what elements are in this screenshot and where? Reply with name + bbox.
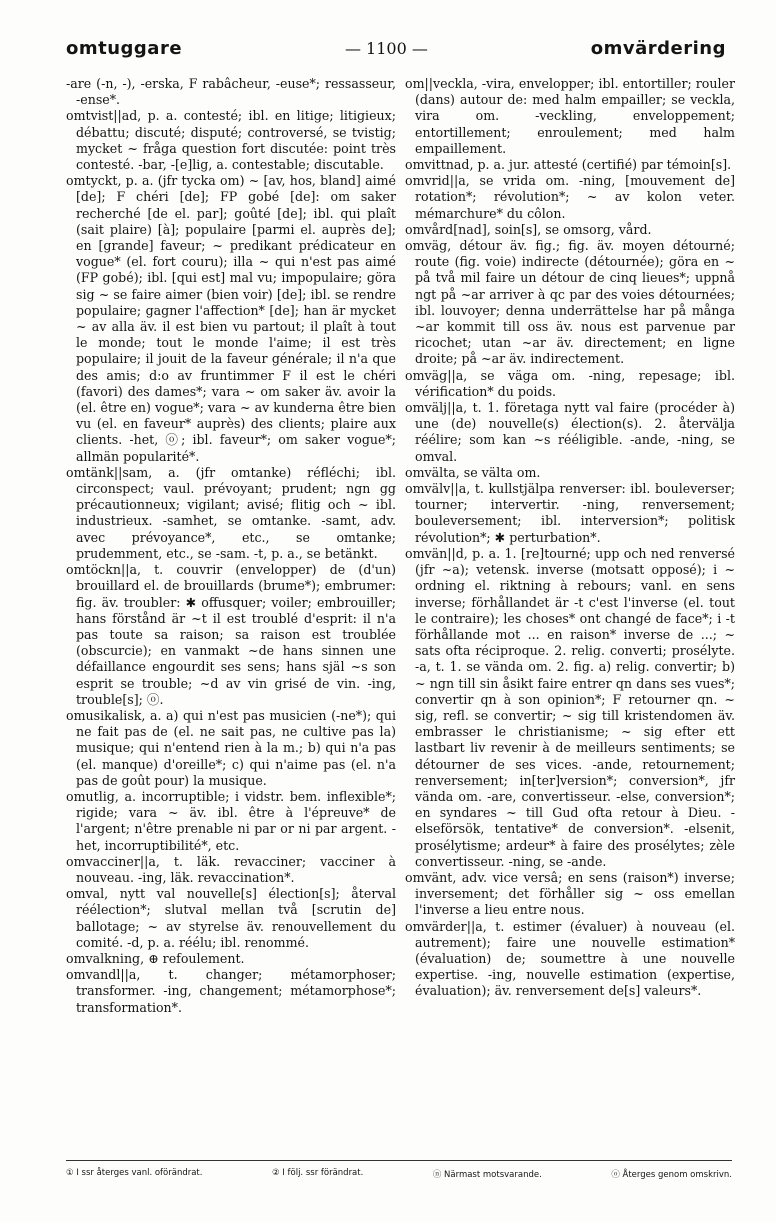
entry: omväg, détour äv. fig.; fig. äv. moyen détourné; route (fig. voie) indirecte (détournée); göra en ~ på två mil faire un détour de cinq lieues*; uppnå ngt på ~ar arriver à qc par des voies détournées; ibl. louvoyer; denna underrättelse har på många ~ar kommit till oss äv. nous est parvenue par ricochet; utan ~ar äv. directement; en ligne droite; på ~ar äv. indirectement. (405, 238, 735, 367)
right-guide-word: omvärdering (590, 38, 726, 59)
entry: omvän||d, p. a. 1. [re]tourné; upp och ned renversé (jfr ~a); vetensk. inverse (motsatt opposé); i ~ ordning el. riktning à rebours; vanl. en sens inverse; förhållandet är -t c'est l'inverse (el. tout le contraire); les choses* ont changé de face*; i -t förhållande mot ... en raison* inverse de ...; ~ sats ofta réciproque. 2. relig. converti; prosélyte. -a, t. 1. se vända om. 2. fig. a) relig. convertir; b) ~ ngn till sin åsikt faire entrer qn dans ses vues*; convertir qn à son opinion*; F retourner qn. ~ sig, refl. se convertir; ~ sig till kristendomen äv. embrasser le christianisme; ~ sig efter ett lastbart liv revenir à de meilleurs sentiments; se détourner de ses vices. -ande, retournement; renversement; in[ter]version*; conversion*, jfr vända om. -are, convertisseur. -else, conversion*; en syndares ~ till Gud ofta retour à Dieu. -elseförsök, tentative* de conversion*. -elsenit, prosélytisme; ardeur* à faire des prosélytes; zèle convertisseur. -ning, se -ande. (405, 545, 735, 869)
entry: omvandl||a, t. changer; métamorphoser; transformer. -ing, changement; métamorphose*; transformation*. (66, 967, 396, 1015)
footnote-1: ① I ssr återges vanl. oförändrat. (66, 1168, 203, 1178)
entry: -are (-n, -), -erska, F rabâcheur, -euse*; ressasseur, -ense*. (66, 76, 396, 108)
entry: omvård[nad], soin[s], se omsorg, vård. (405, 221, 652, 237)
footnote-legend (66, 1168, 732, 1180)
entry: omvälj||a, t. 1. företaga nytt val faire (procéder à) une (de) nouvelle(s) élection(s). 2. återvälja réélire; som kan ~s rééligible. -ande, -ning, se omval. (405, 400, 735, 464)
entry: omvalkning, ⊕ refoulement. (66, 950, 245, 966)
entry: om||veckla, -vira, envelopper; ibl. entortiller; rouler (dans) autour de: med halm empailler; se veckla, vira om. -veckling, enveloppement; entortillement; enroulement; med halm empaillement. (405, 76, 735, 156)
entry: omutlig, a. incorruptible; i vidstr. bem. inflexible*; rigide; vara ~ äv. ibl. être à l'épreuve* de l'argent; n'être prenable ni par or ni par argent. -het, incorruptibilité*, etc. (66, 788, 396, 853)
entry: omval, nytt val nouvelle[s] élection[s]; återval réélection*; slutval mellan två [scrutin de] ballotage; ~ av styrelse äv. renouvellement du comité. -d, p. a. réélu; ibl. renommé. (66, 886, 396, 950)
entry: omvittnad, p. a. jur. attesté (certifié) par témoin[s]. (405, 157, 732, 173)
entry: omvälv||a, t. kullstjälpa renverser: ibl. bouleverser; tourner; intervertir. -ning, renversement; bouleversement; ibl. interversion*; politisk révolution*; ✱ perturbation*. (405, 481, 735, 545)
entry: omtvist||ad, p. a. contesté; ibl. en litige; litigieux; débattu; discuté; disputé; controversé, se tvistig; mycket ~ fråga question fort discutée: point très contesté. -bar, -[e]lig, a. contestable; discutable. (66, 108, 396, 173)
footnote-rule (66, 1160, 732, 1161)
page-number: — 1100 — (344, 39, 428, 58)
entry: omtyckt, p. a. (jfr tycka om) ~ [av, hos, bland] aimé [de]; F chéri [de]; FP gobé [de]: om saker recherché [de el. par]; goûté [de]; ibl. qui plaît (sait plaire) [à]; populaire [parmi el. auprès de]; en [grande] faveur; ~ predikant prédicateur en vogue* (el. fort couru); illa ~ qui n'est pas aimé (FP gobé); ibl. [qui est] mal vu; impopulaire; göra sig ~ se faire aimer (bien voir) [de]; ibl. se rendre populaire; gagner l'affection* [de]; han är mycket ~ av alla äv. il est bien vu partout; il plaît à tout le monde; tout le monde l'aime; il est très populaire; il jouit de la faveur générale; il n'a que des amis; d:o av fruntimmer F il est le chéri (favori) des dames*; vara ~ om saker äv. avoir la (el. être en) vogue*; vara ~ av kunderna être bien vu (el. en faveur* auprès) des clients; plaire aux clients. -het, ⓞ; ibl. faveur*; om saker vogue*; allmän popularité*. (66, 173, 396, 464)
left-guide-word: omtuggare (66, 38, 183, 59)
entry: omvänt, adv. vice versâ; en sens (raison*) inverse; inversement; det förhåller sig ~ oss emellan l'inverse a lieu entre nous. (405, 869, 735, 918)
page-header (66, 38, 726, 66)
entry: omtöckn||a, t. couvrir (envelopper) de (d'un) brouillard el. de brouillards (brume*); embrumer: fig. äv. troubler: ✱ offusquer; voiler; embrouiller; hans förstånd är ~t il est troublé d'esprit: il n'a pas toute sa raison; sa raison est troublée (obscurcie); en vanmakt ~de hans sinnen une défaillance engourdit ses sens; hans själ ~s son esprit se trouble; ~d av vin grisé de vin. -ing, trouble[s]; ⓞ. (66, 562, 396, 707)
entry: omvälta, se välta om. (405, 464, 541, 480)
left-column (66, 76, 396, 1016)
entry: omvärder||a, t. estimer (évaluer) à nouveau (el. autrement); faire une nouvelle estimation* (évaluation) de; soumettre à une nouvelle expertise. -ing, nouvelle estimation (expertise, évaluation); äv. renversement de[s] valeurs*. (405, 918, 735, 999)
entry: omtänk||sam, a. (jfr omtanke) réfléchi; ibl. circonspect; vaul. prévoyant; prudent; ngn gg précautionneux; vigilant; avisé; flitig och ~ ibl. industrieux. -samhet, se omtanke. -samt, adv. avec prévoyance*, etc., se omtanke; prudemment, etc., se -sam. -t, p. a., se betänkt. (66, 464, 396, 561)
entry: omvacciner||a, t. läk. revacciner; vacciner à nouveau. -ing, läk. revaccination*. (66, 853, 396, 885)
entry: omusikalisk, a. a) qui n'est pas musicien (-ne*); qui ne fait pas de (el. ne sait pas, ne cultive pas la) musique; qui n'entend rien à la m.; b) qui n'a pas (el. manque) d'oreille*; c) qui n'aime pas (el. n'a pas de goût pour) la musique. (66, 707, 396, 788)
footnote-3: ⓝ Närmast motsvarande. (432, 1170, 542, 1180)
entry: omvrid||a, se vrida om. -ning, [mouvement de] rotation*; révolution*; ~ av kolon veter. mémarchure* du côlon. (405, 173, 735, 221)
footnote-2: ② I följ. ssr förändrat. (271, 1168, 364, 1178)
entry: omväg||a, se väga om. -ning, repesage; ibl. vérification* du poids. (405, 367, 735, 399)
footnote-4: ⓞ Återges genom omskrivn. (611, 1170, 732, 1180)
right-column (405, 76, 735, 1000)
